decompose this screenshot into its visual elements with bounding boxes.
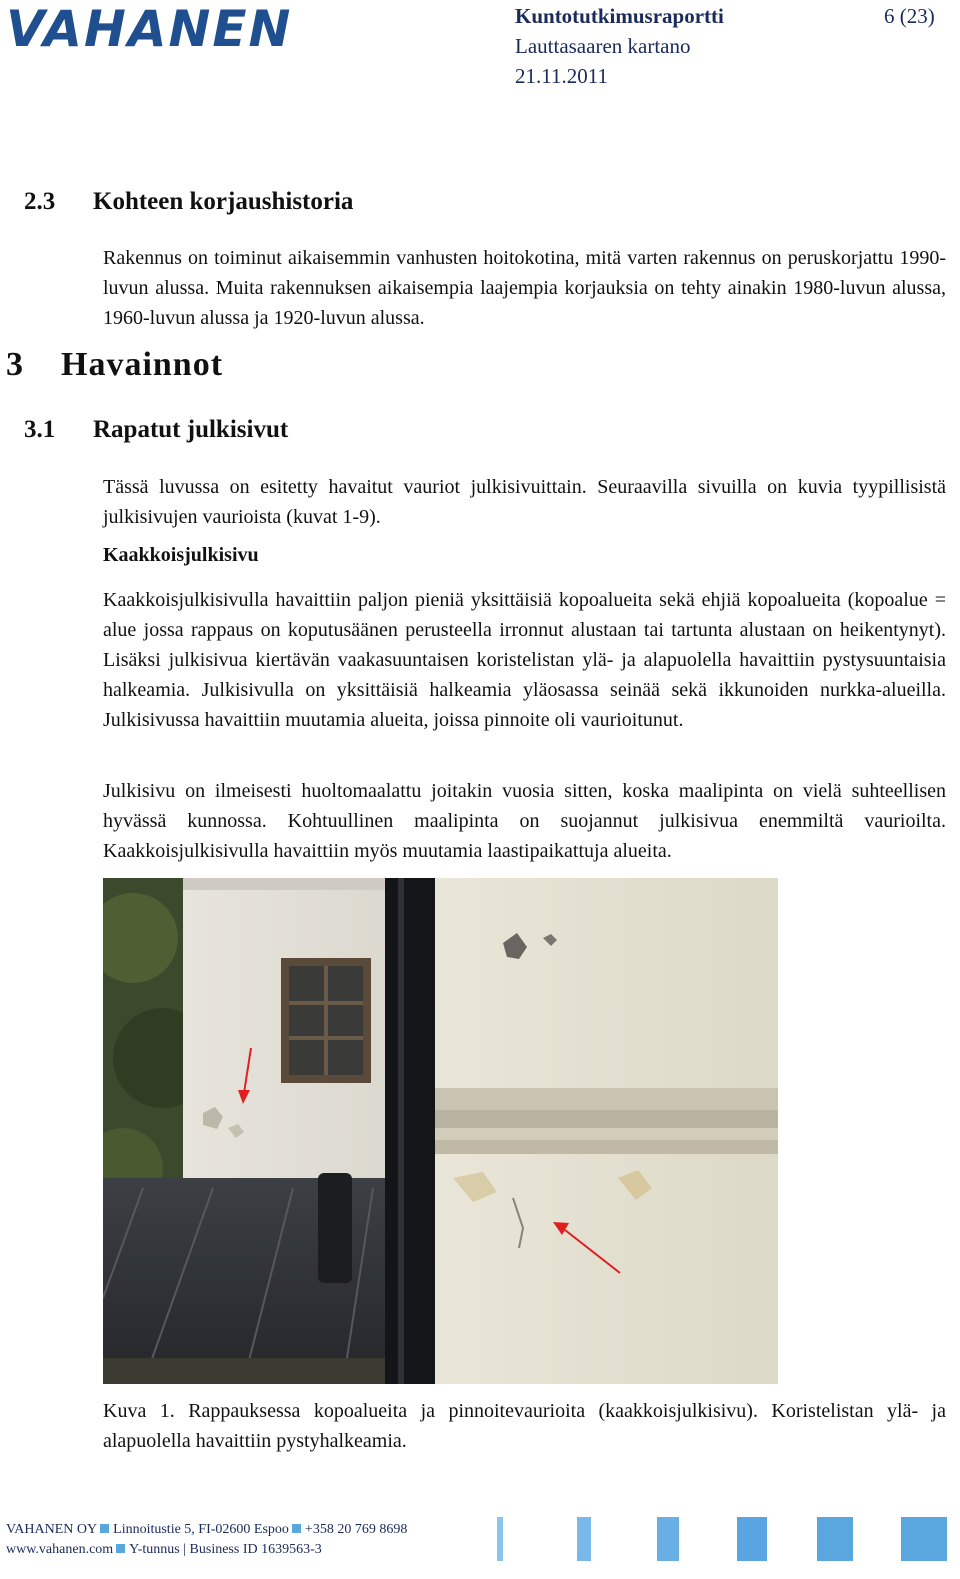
subheading-kaakkoisjulkisivu: Kaakkoisjulkisivu — [103, 544, 259, 566]
chapter-title: Havainnot — [61, 346, 224, 383]
paragraph-observations: Kaakkoisjulkisivulla havaittiin paljon pieniä yksittäisiä kopoalueita sekä ehjiä kopoalueita (kopoalue = alue jossa rappaus on koputusäänen perusteella irronnut alustaan tai tartunta alustaan on heikentynyt). Lisäksi julkisivua kiertävän vaakasuuntaisen koristelistan ylä- ja alapuolella havaittiin pystysuuntaisia halkeamia. Julkisivulla on yksittäisiä halkeamia yläosassa seinää sekä ikkunoiden nurkka-alueilla. Julkisivussa havaittiin muutamia alueita, joissa pinnoite oli vaurioitunut. — [103, 589, 946, 731]
footer-decorative-bars — [497, 1517, 947, 1561]
section-number: 2.3 — [24, 188, 56, 215]
footer-line-1 — [6, 1520, 407, 1540]
section-title: Kohteen korjaushistoria — [93, 188, 354, 215]
footer-business-id: Y-tunnus | Business ID 1639563-3 — [129, 1542, 322, 1557]
vahanen-logo — [6, 0, 293, 62]
square-bullet-icon — [100, 1524, 109, 1533]
report-type: Kuntotutkimusraportti — [515, 4, 724, 28]
footer-line-2 — [6, 1540, 407, 1560]
paragraph-repair-history: Rakennus on toiminut aikaisemmin vanhusten hoitokotina, mitä varten rakennus on peruskorjattu 1990-luvun alussa. Muita rakennuksen aikaisempia laajempia korjauksia on tehty ainakin 1980-luvun alussa, 1960-luvun alussa ja 1920-luvun alussa. — [103, 247, 946, 329]
chapter-number: 3 — [6, 346, 23, 383]
figure-caption: Kuva 1. Rappauksessa kopoalueita ja pinnoitevaurioita (kaakkoisjulkisivu). Koristelistan ylä- ja alapuolella havaittiin pystyhalkeamia. — [103, 1400, 946, 1452]
cornice — [433, 1088, 778, 1110]
footer-web: www.vahanen.com — [6, 1542, 114, 1557]
square-bullet-icon — [116, 1544, 125, 1553]
report-subject: Lauttasaaren kartano — [515, 34, 691, 58]
logo-text: VAHANEN — [6, 0, 293, 58]
square-bullet-icon — [292, 1524, 301, 1533]
roof — [103, 1178, 433, 1384]
footer — [6, 1520, 407, 1560]
footer-phone: +358 20 769 8698 — [304, 1522, 408, 1537]
roof-vent — [318, 1173, 352, 1283]
footer-company: VAHANEN OY — [6, 1522, 98, 1537]
paragraph-intro: Tässä luvussa on esitetty havaitut vauriot julkisivuittain. Seuraavilla sivuilla on kuvia tyypillisistä julkisivujen vaurioista (kuvat 1-9). — [103, 476, 946, 528]
page-number: 6 (23) — [884, 4, 935, 28]
section-title: Rapatut julkisivut — [93, 416, 289, 443]
facade-photo — [103, 878, 778, 1384]
footer-address: Linnoitustie 5, FI-02600 Espoo — [113, 1522, 289, 1537]
facade-photo-illustration — [103, 878, 778, 1384]
paragraph-maintenance: Julkisivu on ilmeisesti huoltomaalattu joitakin vuosia sitten, koska maalipinta on vielä suhteellisen hyvässä kunnossa. Kohtuullinen maalipinta on suojannut julkisivua enemmiltä vaurioilta. Kaakkoisjulkisivulla havaittiin myös muutamia laastipaikattuja alueita. — [103, 780, 946, 862]
report-date: 21.11.2011 — [515, 64, 608, 88]
section-number: 3.1 — [24, 416, 56, 443]
drain-pipe — [385, 878, 435, 1384]
